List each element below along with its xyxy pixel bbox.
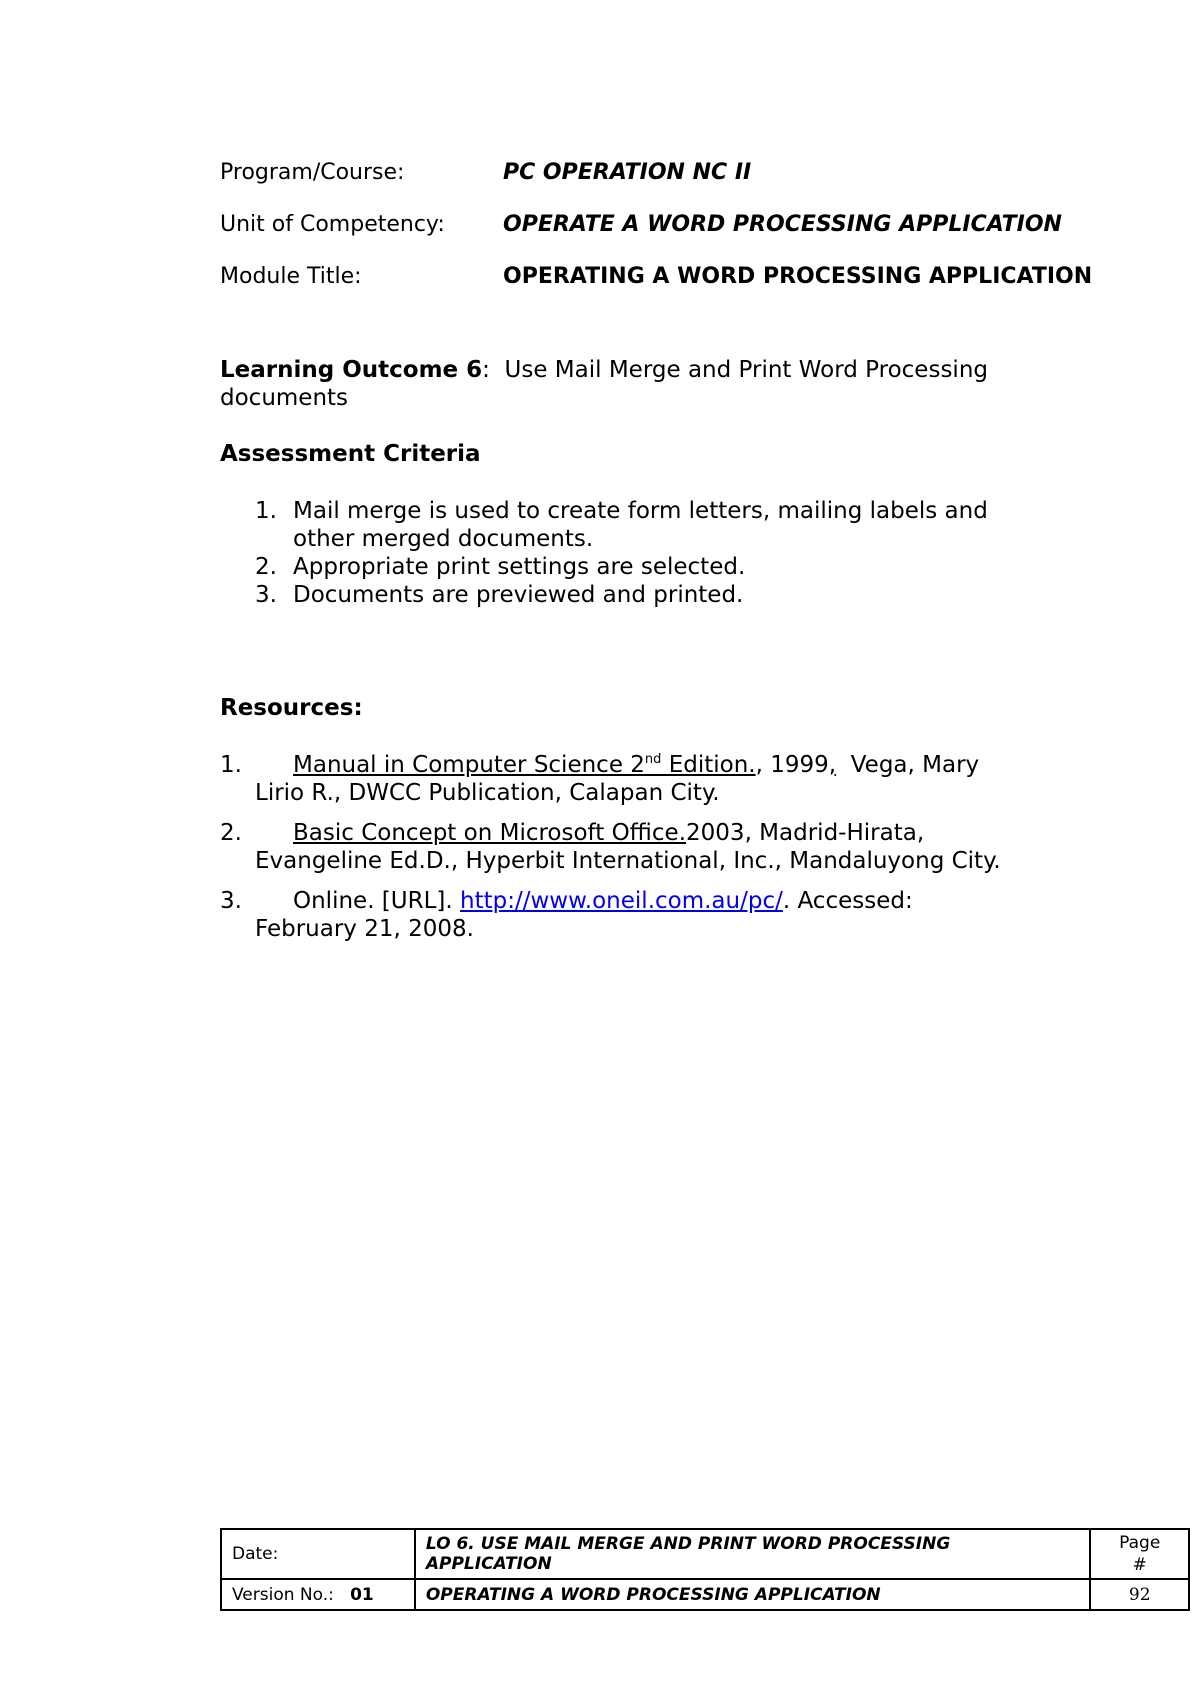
- resource-line2: Lirio R., DWCC Publication, Calapan City.: [255, 780, 720, 806]
- resource-url-link[interactable]: http://www.oneil.com.au/pc/: [460, 888, 783, 914]
- footer-table: [220, 1528, 1190, 1611]
- footer-module-title: OPERATING A WORD PROCESSING APPLICATION: [415, 1579, 1091, 1610]
- footer-page-number: 92: [1090, 1579, 1189, 1610]
- learning-outcome-text: Use Mail Merge and Print Word Processing: [504, 357, 988, 383]
- unit-value: OPERATE A WORD PROCESSING APPLICATION: [503, 212, 1062, 237]
- learning-outcome-text-line2: documents: [220, 385, 349, 411]
- footer-page-label: Page #: [1090, 1529, 1189, 1579]
- assessment-item-num: 2.: [255, 554, 277, 580]
- resource-line2: Evangeline Ed.D., Hyperbit International, Inc., Mandaluyong City.: [255, 848, 1001, 874]
- program-label: Program/Course:: [220, 160, 405, 185]
- resources-heading: Resources:: [220, 695, 363, 721]
- module-value: OPERATING A WORD PROCESSING APPLICATION: [503, 264, 1093, 289]
- learning-outcome-label: Learning Outcome 6: [220, 357, 483, 383]
- resource-num: 1.: [220, 752, 242, 778]
- learning-outcome: [220, 356, 988, 384]
- assessment-item-text: Documents are previewed and printed.: [293, 582, 744, 608]
- footer-lo-title: LO 6. USE MAIL MERGE AND PRINT WORD PROCESSING APPLICATION: [415, 1529, 1091, 1579]
- resource-item: Online. [URL]. http://www.oneil.com.au/pc/. Accessed:: [293, 888, 913, 914]
- resource-num: 2.: [220, 820, 242, 846]
- resource-item: Manual in Computer Science 2nd Edition., 1999, Vega, Mary: [293, 752, 980, 778]
- resource-title: Basic Concept on Microsoft Office.: [293, 820, 687, 846]
- assessment-item-text: Appropriate print settings are selected.: [293, 554, 746, 580]
- footer-version: Version No.: 01: [221, 1579, 415, 1610]
- resource-title: Manual in Computer Science 2nd Edition.: [293, 752, 756, 778]
- resource-line2: February 21, 2008.: [255, 916, 474, 942]
- footer-date-label: Date:: [221, 1529, 415, 1579]
- assessment-item-text-line2: other merged documents.: [293, 526, 594, 552]
- program-value: PC OPERATION NC II: [503, 160, 752, 185]
- unit-label: Unit of Competency:: [220, 212, 445, 237]
- assessment-item-text: Mail merge is used to create form letters, mailing labels and: [293, 498, 988, 524]
- assessment-item-num: 3.: [255, 582, 277, 608]
- resource-num: 3.: [220, 888, 242, 914]
- resource-item: Basic Concept on Microsoft Office.2003, Madrid-Hirata,: [293, 820, 925, 846]
- module-label: Module Title:: [220, 264, 362, 289]
- footer-version-value: 01: [350, 1584, 374, 1605]
- assessment-heading: Assessment Criteria: [220, 441, 481, 467]
- assessment-item-num: 1.: [255, 498, 277, 524]
- learning-outcome-colon: :: [482, 357, 490, 383]
